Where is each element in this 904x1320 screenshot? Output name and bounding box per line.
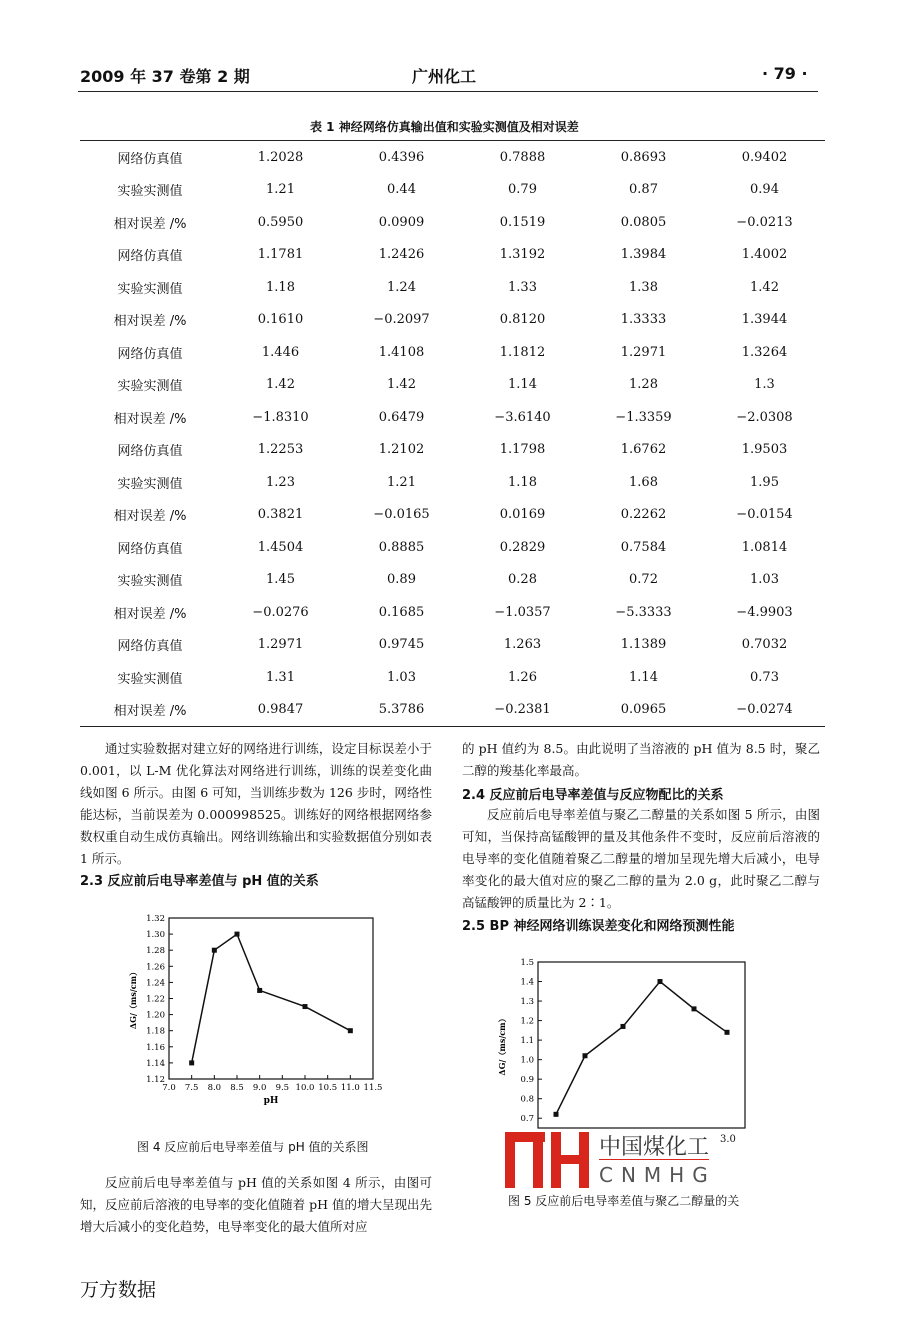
x-tick-label: 8.5 [230, 1083, 244, 1093]
cell: 1.3 [754, 377, 775, 393]
x-tick-label: 10.5 [318, 1083, 338, 1093]
page-number: · 79 · [762, 64, 808, 83]
section-2-5-heading: 2.5 BP 神经网络训练误差变化和网络预测性能 [462, 919, 735, 934]
figure-5-chart [480, 950, 780, 1150]
cell: −0.2381 [494, 702, 551, 718]
cell: 0.3821 [257, 507, 304, 523]
cell: 0.9402 [741, 149, 788, 165]
cell: 1.9503 [741, 442, 788, 458]
figure-5-xtick: 3.0 [720, 1134, 736, 1145]
y-tick-label: 1.12 [146, 1075, 165, 1085]
cell: −1.3359 [615, 409, 672, 425]
cell: −4.9903 [736, 604, 793, 620]
watermark-logo [503, 1130, 716, 1190]
header-rule [78, 91, 818, 92]
cell: 1.14 [508, 377, 537, 393]
data-table [80, 140, 825, 727]
cell: 1.68 [629, 474, 658, 490]
cell: −3.6140 [494, 409, 551, 425]
cell: 1.3944 [741, 312, 788, 328]
cell: 1.33 [508, 279, 537, 295]
row-label: 实验实测值 [117, 379, 183, 395]
data-point [257, 988, 262, 993]
table-row [80, 434, 825, 467]
cell: 0.72 [629, 572, 658, 588]
cell: 1.1781 [257, 247, 304, 263]
table-row [80, 239, 825, 272]
cell: 1.21 [266, 182, 295, 198]
data-point [583, 1053, 588, 1058]
y-tick-label: 1.2 [520, 1016, 534, 1027]
table-row [80, 141, 825, 174]
cell: 0.1519 [499, 214, 546, 230]
cell: 0.1685 [378, 604, 425, 620]
data-point [303, 1004, 308, 1009]
cell: 0.0909 [378, 214, 425, 230]
series-line [556, 982, 727, 1115]
left-paragraph-2: 反应前后电导率差值与 pH 值的关系如图 4 所示，由图可知，反应前后溶液的电导率的变化值随着 pH 值的增大呈现出先增大后减小的变化趋势，电导率变化的最大值所对应 [80, 1175, 432, 1234]
cell: 0.6479 [378, 409, 425, 425]
data-point [348, 1028, 353, 1033]
cell: 1.42 [387, 377, 416, 393]
row-label: 相对误差 /% [113, 509, 187, 525]
row-label: 实验实测值 [117, 671, 183, 687]
table-row [80, 661, 825, 694]
right-paragraph-2: 反应前后电导率差值与聚乙二醇量的关系如图 5 所示，由图可知，当保持高锰酸钾的量及其他条件不变时，反应前后溶液的电导率的变化值随着聚乙二醇量的增加呈现先增大后减小，电导率变化的最大值对应的聚乙二醇的量为 2.0 g，此时聚乙二醇与高锰酸钾的质量比为 2∶1。 [462, 807, 820, 910]
cell: 0.8120 [499, 312, 546, 328]
y-tick-label: 1.14 [146, 1058, 165, 1069]
cell: 1.26 [508, 669, 537, 685]
cell: 1.28 [629, 377, 658, 393]
y-tick-label: 1.24 [146, 978, 165, 989]
cell: 1.3264 [741, 344, 788, 360]
cell: 1.2253 [257, 442, 304, 458]
cell: −5.3333 [615, 604, 672, 620]
x-tick-label: 10.0 [295, 1083, 315, 1093]
cell: 0.7888 [499, 149, 546, 165]
watermark-cn: 中国煤化工 [599, 1135, 710, 1160]
y-tick-label: 1.28 [146, 946, 165, 957]
x-tick-label: 9.5 [275, 1083, 290, 1093]
cnmhg-logo-icon [503, 1130, 593, 1190]
table-row [80, 369, 825, 402]
left-paragraph-1: 通过实验数据对建立好的网络进行训练，设定目标误差小于 0.001，以 L-M 优化算法对网络进行训练，训练的误差变化曲线如图 6 所示。由图 6 可知，当训练步数为 126 步时，网络性能达标，当前误差为 0.000998525。训练好的网络根据网络参数权重自动生成仿真输出。网络训练输出和实验数据值分别如表 1 所示。 [80, 741, 432, 866]
cell: 1.03 [750, 572, 779, 588]
cell: 1.21 [387, 474, 416, 490]
x-tick-label: 7.5 [184, 1083, 199, 1093]
cell: 0.7584 [620, 539, 667, 555]
cell: 1.03 [387, 669, 416, 685]
data-point [554, 1112, 559, 1117]
cell: 1.18 [266, 279, 295, 295]
data-point [658, 979, 663, 984]
row-label: 相对误差 /% [113, 704, 187, 720]
cell: 1.23 [266, 474, 295, 490]
table-row [80, 564, 825, 597]
row-label: 相对误差 /% [113, 411, 187, 427]
row-label: 实验实测值 [117, 574, 183, 590]
cell: 1.4002 [741, 247, 788, 263]
cell: 1.14 [629, 669, 658, 685]
table-row [80, 206, 825, 239]
cell: 1.1389 [620, 637, 667, 653]
cell: 0.2262 [620, 507, 667, 523]
row-label: 网络仿真值 [117, 151, 183, 167]
cell: 1.31 [266, 669, 295, 685]
plot-frame [538, 962, 745, 1128]
cell: 0.9745 [378, 637, 425, 653]
data-point [621, 1024, 626, 1029]
y-tick-label: 1.30 [146, 930, 165, 941]
data-point [212, 948, 217, 953]
row-label: 网络仿真值 [117, 346, 183, 362]
cell: 0.9847 [257, 702, 304, 718]
cell: 0.2829 [499, 539, 546, 555]
watermark-rule [599, 1159, 709, 1160]
cell: 1.2971 [620, 344, 667, 360]
y-tick-label: 1.20 [146, 1010, 165, 1021]
row-label: 网络仿真值 [117, 541, 183, 557]
row-label: 实验实测值 [117, 281, 183, 297]
cell: −1.0357 [494, 604, 551, 620]
table-row [80, 271, 825, 304]
cell: 1.0814 [741, 539, 788, 555]
journal-issue: 2009 年 37 卷第 2 期 [80, 67, 250, 86]
cell: 5.3786 [378, 702, 425, 718]
cell: 0.28 [508, 572, 537, 588]
cell: 0.89 [387, 572, 416, 588]
y-tick-label: 1.3 [520, 997, 534, 1008]
table-row [80, 174, 825, 207]
data-point [235, 932, 240, 937]
data-point [692, 1006, 697, 1011]
cell: 1.4504 [257, 539, 304, 555]
y-tick-label: 1.4 [520, 977, 534, 988]
cell: 0.87 [629, 182, 658, 198]
row-label: 相对误差 /% [113, 314, 187, 330]
figure-5-caption: 图 5 反应前后电导率差值与聚乙二醇量的关 [508, 1194, 740, 1208]
cell: 0.8885 [378, 539, 425, 555]
cell: 0.44 [387, 182, 416, 198]
table-caption: 表 1 神经网络仿真输出值和实验实测值及相对误差 [310, 120, 579, 134]
cell: 1.446 [261, 344, 300, 360]
y-tick-label: 1.0 [520, 1055, 534, 1066]
x-tick-label: 11.0 [340, 1083, 360, 1093]
cell: −1.8310 [252, 409, 309, 425]
table-row [80, 499, 825, 532]
y-axis-label: ΔG/（ms/cm） [497, 1014, 507, 1076]
cell: 1.42 [266, 377, 295, 393]
cell: 1.1812 [499, 344, 546, 360]
y-tick-label: 1.1 [520, 1036, 534, 1047]
cell: 0.73 [750, 669, 779, 685]
x-axis-label: pH [263, 1096, 279, 1106]
journal-name: 广州化工 [412, 67, 477, 86]
cell: −0.0213 [736, 214, 793, 230]
y-tick-label: 1.22 [146, 994, 165, 1005]
cell: −0.0165 [373, 507, 430, 523]
table-row [80, 531, 825, 564]
cell: 0.79 [508, 182, 537, 198]
cell: 1.24 [387, 279, 416, 295]
table-row [80, 304, 825, 337]
cell: 1.3984 [620, 247, 667, 263]
cell: 1.263 [503, 637, 542, 653]
footer-wanfang: 万方数据 [80, 1279, 157, 1301]
table-row [80, 336, 825, 369]
x-tick-label: 11.5 [363, 1083, 383, 1093]
cell: 1.3192 [499, 247, 546, 263]
plot-frame [169, 918, 373, 1079]
cell: −0.0154 [736, 507, 793, 523]
y-tick-label: 1.26 [146, 962, 165, 973]
y-tick-label: 1.18 [146, 1026, 165, 1037]
cell: 1.18 [508, 474, 537, 490]
table-row [80, 629, 825, 662]
cell: 1.42 [750, 279, 779, 295]
row-label: 相对误差 /% [113, 606, 187, 622]
cell: −0.0274 [736, 702, 793, 718]
watermark-en: CNMHG [599, 1163, 716, 1187]
cell: 0.5950 [257, 214, 304, 230]
cell: 1.3333 [620, 312, 667, 328]
figure-4-chart [100, 905, 400, 1120]
cell: 1.2426 [378, 247, 425, 263]
cell: 1.6762 [620, 442, 667, 458]
cell: −2.0308 [736, 409, 793, 425]
row-label: 网络仿真值 [117, 249, 183, 265]
series-line [192, 934, 351, 1063]
cell: 1.1798 [499, 442, 546, 458]
data-point [189, 1060, 194, 1065]
cell: 0.8693 [620, 149, 667, 165]
row-label: 相对误差 /% [113, 216, 187, 232]
cell: 0.0169 [499, 507, 546, 523]
row-label: 实验实测值 [117, 184, 183, 200]
table-row [80, 466, 825, 499]
y-tick-label: 1.5 [520, 958, 534, 968]
y-axis-label: ΔG/（ms/cm） [128, 967, 138, 1030]
x-tick-label: 7.0 [162, 1083, 176, 1093]
cell: 0.7032 [741, 637, 788, 653]
cell: −0.0276 [252, 604, 309, 620]
table-row [80, 694, 825, 727]
right-paragraph-1: 的 pH 值约为 8.5。由此说明了当溶液的 pH 值为 8.5 时，聚乙二醇的羧基化率最高。 [462, 741, 820, 778]
cell: 0.4396 [378, 149, 425, 165]
figure-4-caption: 图 4 反应前后电导率差值与 pH 值的关系图 [137, 1140, 369, 1154]
cell: 1.2102 [378, 442, 425, 458]
y-tick-label: 1.16 [146, 1042, 165, 1053]
cell: 1.2971 [257, 637, 304, 653]
cell: 1.38 [629, 279, 658, 295]
table-row [80, 596, 825, 629]
row-label: 实验实测值 [117, 476, 183, 492]
cell: 0.1610 [257, 312, 304, 328]
y-tick-label: 0.9 [520, 1075, 534, 1086]
section-2-4-heading: 2.4 反应前后电导率差值与反应物配比的关系 [462, 788, 724, 803]
y-tick-label: 1.32 [146, 914, 165, 924]
x-tick-label: 9.0 [252, 1083, 267, 1093]
cell: 0.0965 [620, 702, 667, 718]
cell: 0.94 [750, 182, 779, 198]
cell: 1.45 [266, 572, 295, 588]
cell: 1.95 [750, 474, 779, 490]
y-tick-label: 0.7 [520, 1114, 534, 1125]
section-2-3-heading: 2.3 反应前后电导率差值与 pH 值的关系 [80, 874, 319, 889]
cell: 0.0805 [620, 214, 667, 230]
cell: 1.4108 [378, 344, 425, 360]
cell: 1.2028 [257, 149, 304, 165]
data-point [725, 1030, 730, 1035]
y-tick-label: 0.8 [520, 1094, 534, 1105]
table-row [80, 401, 825, 434]
row-label: 网络仿真值 [117, 639, 183, 655]
cell: −0.2097 [373, 312, 430, 328]
x-tick-label: 8.0 [207, 1083, 222, 1093]
row-label: 网络仿真值 [117, 444, 183, 460]
